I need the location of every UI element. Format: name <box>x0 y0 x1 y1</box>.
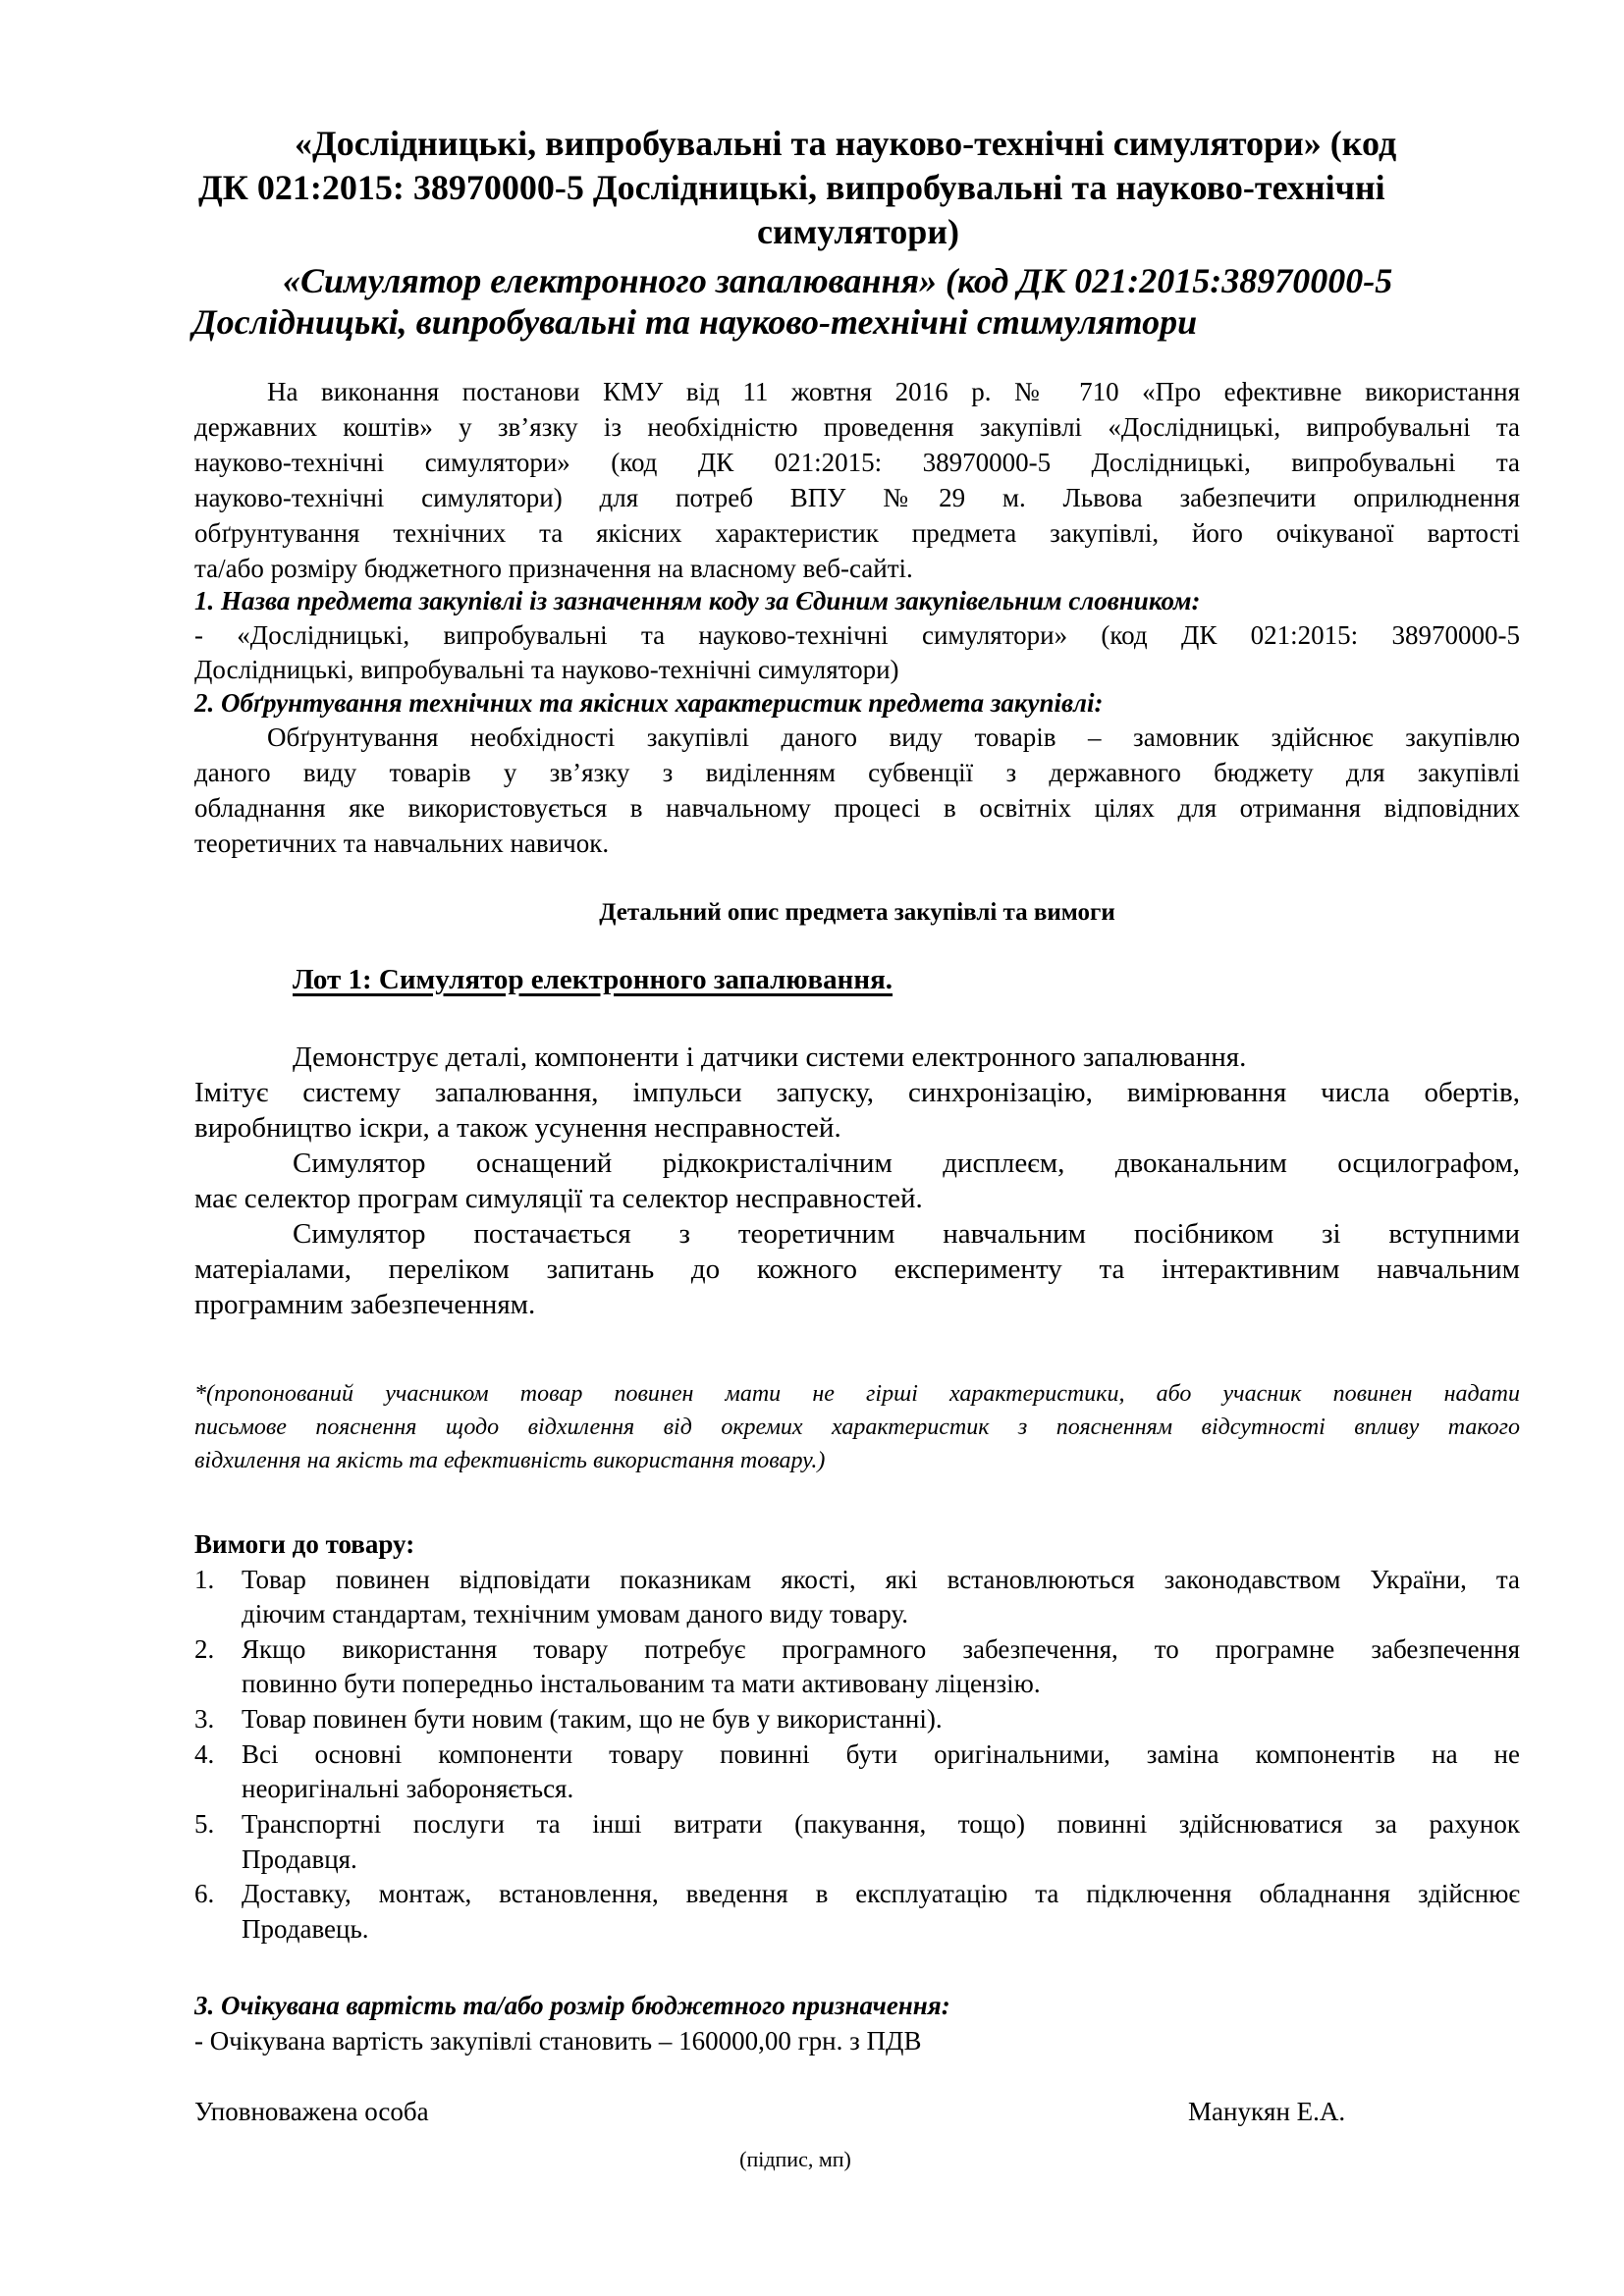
description-line: програмним забезпеченням. <box>194 1289 536 1320</box>
description-line: Імітує систему запалювання, імпульси запуску, синхронізацію, вимірювання числа обертів, <box>194 1077 1520 1108</box>
description-line: має селектор програм симуляції та селектор несправностей. <box>194 1183 923 1214</box>
list-item-number: 3. <box>194 1704 215 1734</box>
description-line: виробництво іскри, а також усунення несправностей. <box>194 1112 841 1144</box>
section-2-line: даного виду товарів у зв’язку з виділенням субвенції з державного бюджету для закупівлі <box>194 758 1520 787</box>
description-line: Демонструє деталі, компоненти і датчики системи електронного запалювання. <box>293 1041 1247 1073</box>
list-item-number: 5. <box>194 1809 215 1839</box>
section-1-line: - «Дослідницькі, випробувальні та науково-технічні симулятори» (код ДК 021:2015: 38970000-5 <box>194 620 1520 650</box>
intro-line: державних коштів» у зв’язку із необхідністю проведення закупівлі «Дослідницькі, випробувальні та <box>194 412 1520 442</box>
list-item-line: Доставку, монтаж, встановлення, введення в експлуатацію та підключення обладнання здійснює <box>242 1879 1520 1908</box>
section-2-heading: 2. Обґрунтування технічних та якісних характеристик предмета закупівлі: <box>194 688 1104 718</box>
list-item-line: Товар повинен відповідати показникам якості, які встановлюються законодавством України, та <box>242 1565 1520 1594</box>
title-line-1: «Дослідницькі, випробувальні та науково-технічні симулятори» (код <box>295 124 1397 163</box>
description-line: матеріалами, переліком запитань до кожного експерименту та інтерактивним навчальним <box>194 1254 1520 1285</box>
requirements-heading: Вимоги до товару: <box>194 1529 415 1559</box>
section-1-line: Дослідницькі, випробувальні та науково-технічні симулятори) <box>194 655 899 684</box>
signature-caption: (підпис, мп) <box>739 2147 851 2171</box>
signature-role: Уповноважена особа <box>194 2097 429 2126</box>
detail-heading: Детальний опис предмета закупівлі та вимоги <box>599 899 1115 926</box>
subtitle-line-2: Дослідницькі, випробувальні та науково-технічні стимулятори <box>192 302 1198 342</box>
list-item-line: Якщо використання товару потребує програмного забезпечення, то програмне забезпечення <box>242 1634 1520 1664</box>
note-line: письмове пояснення щодо відхилення від окремих характеристик з поясненням відсутності впливу такого <box>194 1415 1520 1440</box>
list-item-line: Продавець. <box>242 1914 369 1944</box>
intro-line: обґрунтування технічних та якісних характеристик предмета закупівлі, його очікуваної вартості <box>194 518 1520 548</box>
list-item-line: повинно бути попередньо інстальованим та мати активовану ліцензію. <box>242 1669 1041 1698</box>
description-line: Симулятор постачається з теоретичним навчальним посібником зі вступними <box>293 1218 1520 1250</box>
list-item-line: неоригінальні забороняється. <box>242 1774 574 1803</box>
signature-name: Манукян Е.А. <box>1188 2097 1346 2126</box>
section-3-heading: 3. Очікувана вартість та/або розмір бюджетного призначення: <box>194 1991 950 2020</box>
intro-line: науково-технічні симулятори) для потреб ВПУ №29 м. Львова забезпечити оприлюднення <box>194 483 1520 512</box>
intro-line: науково-технічні симулятори» (код ДК 021:2015: 38970000-5 Дослідницькі, випробувальні та <box>194 448 1520 477</box>
intro-line: та/або розміру бюджетного призначення на власному веб-сайті. <box>194 554 913 583</box>
list-item-line: діючим стандартам, технічним умовам даного виду товару. <box>242 1599 909 1629</box>
list-item-line: Продавця. <box>242 1844 357 1874</box>
description-line: Симулятор оснащений рідкокристалічним дисплеєм, двоканальним осцилографом, <box>293 1148 1520 1179</box>
section-2-line: Обґрунтування необхідності закупівлі даного виду товарів – замовник здійснює закупівлю <box>267 722 1520 752</box>
list-item-line: Всі основні компоненти товару повинні бути оригінальними, заміна компонентів на не <box>242 1739 1520 1769</box>
list-item-number: 6. <box>194 1879 215 1908</box>
title-line-2: ДК 021:2015: 38970000-5 Дослідницькі, випробувальні та науково-технічні <box>198 168 1385 207</box>
list-item-number: 4. <box>194 1739 215 1769</box>
title-line-3: симулятори) <box>757 212 959 251</box>
subtitle-line-1: «Симулятор електронного запалювання» (код ДК 021:2015:38970000-5 <box>283 261 1393 300</box>
note-line: *(пропонований учасником товар повинен мати не гірші характеристики, або учасник повинен надати <box>194 1381 1520 1407</box>
note-line: відхилення на якість та ефективність використання товару.) <box>194 1448 826 1473</box>
section-1-heading: 1. Назва предмета закупівлі із зазначенням коду за Єдиним закупівельним словником: <box>194 586 1201 615</box>
section-2-line: теоретичних та навчальних навичок. <box>194 828 610 858</box>
section-2-line: обладнання яке використовується в навчальному процесі в освітніх цілях для отримання відповідних <box>194 793 1520 823</box>
lot-title: Лот 1: Симулятор електронного запалювання. <box>293 964 893 995</box>
list-item-number: 2. <box>194 1634 215 1664</box>
expected-cost: - Очікувана вартість закупівлі становить – 160000,00 грн. з ПДВ <box>194 2026 922 2056</box>
intro-line: На виконання постанови КМУ від 11 жовтня 2016 р. № 710 «Про ефективне використання <box>267 377 1520 406</box>
list-item-line: Товар повинен бути новим (таким, що не був у використанні). <box>242 1704 943 1734</box>
list-item-line: Транспортні послуги та інші витрати (пакування, тощо) повинні здійснюватися за рахунок <box>242 1809 1520 1839</box>
list-item-number: 1. <box>194 1565 215 1594</box>
